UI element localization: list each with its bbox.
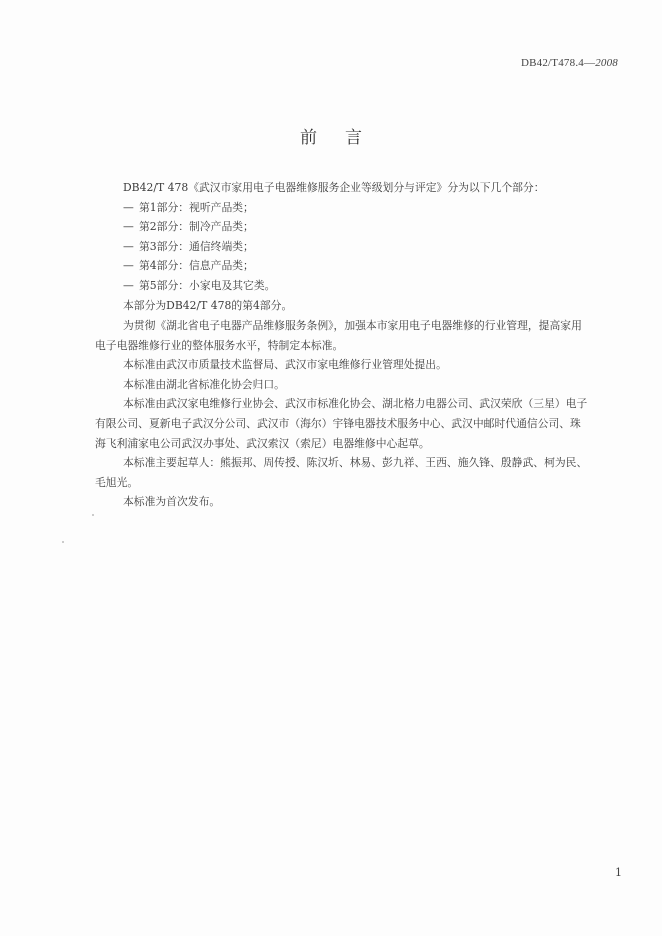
part-item-3 bbox=[95, 237, 625, 257]
drafted-by-line-1: 本标准由武汉家电维修行业协会、武汉市标准化协会、湖北格力电器公司、武汉荣欣（三星）电子 bbox=[123, 397, 588, 411]
page-number: 1 bbox=[615, 866, 622, 879]
part-label: 第2部分：制冷产品类； bbox=[139, 220, 254, 234]
part-item-1 bbox=[95, 198, 625, 218]
part-dash: — bbox=[123, 200, 134, 214]
standard-code bbox=[521, 57, 618, 69]
scan-speck bbox=[92, 514, 94, 516]
this-part-statement: 本部分为DB42/T 478的第4部分。 bbox=[123, 298, 293, 312]
part-dash: — bbox=[123, 259, 134, 273]
drafters-line-1: 本标准主要起草人：熊振邦、周传授、陈汉圻、林易、彭九祥、王西、施久锋、殷静武、柯为民、 bbox=[123, 456, 588, 470]
proposed-by: 本标准由武汉市质量技术监督局、武汉市家电维修行业管理处提出。 bbox=[123, 358, 447, 372]
part-dash: — bbox=[123, 239, 134, 253]
page-title: 前言 bbox=[300, 128, 390, 148]
part-item-5 bbox=[95, 276, 625, 296]
foreword-body bbox=[95, 316, 625, 512]
part-label: 第1部分：视听产品类； bbox=[139, 200, 254, 214]
standard-code-number: DB42/T478.4— bbox=[520, 57, 596, 69]
part-label: 第3部分：通信终端类； bbox=[139, 239, 254, 253]
standard-code-year: 2008 bbox=[595, 57, 618, 69]
managed-by: 本标准由湖北省标准化协会归口。 bbox=[123, 377, 285, 391]
part-item-4 bbox=[95, 256, 625, 276]
scan-speck bbox=[62, 541, 64, 543]
intro-lead: DB42/T 478《武汉市家用电子电器维修服务企业等级划分与评定》分为以下几个部分： bbox=[123, 181, 545, 194]
purpose-line-1: 为贯彻《湖北省电子电器产品维修服务条例》，加强本市家用电子电器维修的行业管理，提高家用 bbox=[123, 319, 582, 332]
drafters-line-2: 毛旭光。 bbox=[95, 475, 139, 489]
first-release: 本标准为首次发布。 bbox=[123, 495, 221, 509]
purpose-line-2: 电子电器维修行业的整体服务水平，特制定本标准。 bbox=[95, 338, 344, 352]
part-dash: — bbox=[123, 220, 134, 234]
part-label: 第4部分：信息产品类； bbox=[139, 259, 254, 273]
part-dash: — bbox=[123, 278, 134, 292]
drafted-by-line-2: 有限公司、夏新电子武汉分公司、武汉市（海尔）宇锋电器技术服务中心、武汉中邮时代通信公司、珠 bbox=[95, 416, 581, 430]
part-label: 第5部分：小家电及其它类。 bbox=[139, 278, 276, 292]
part-item-2 bbox=[95, 217, 625, 237]
drafted-by-line-3: 海飞利浦家电公司武汉办事处、武汉索汉（索尼）电器维修中心起草。 bbox=[95, 436, 430, 450]
intro-section bbox=[95, 178, 625, 315]
